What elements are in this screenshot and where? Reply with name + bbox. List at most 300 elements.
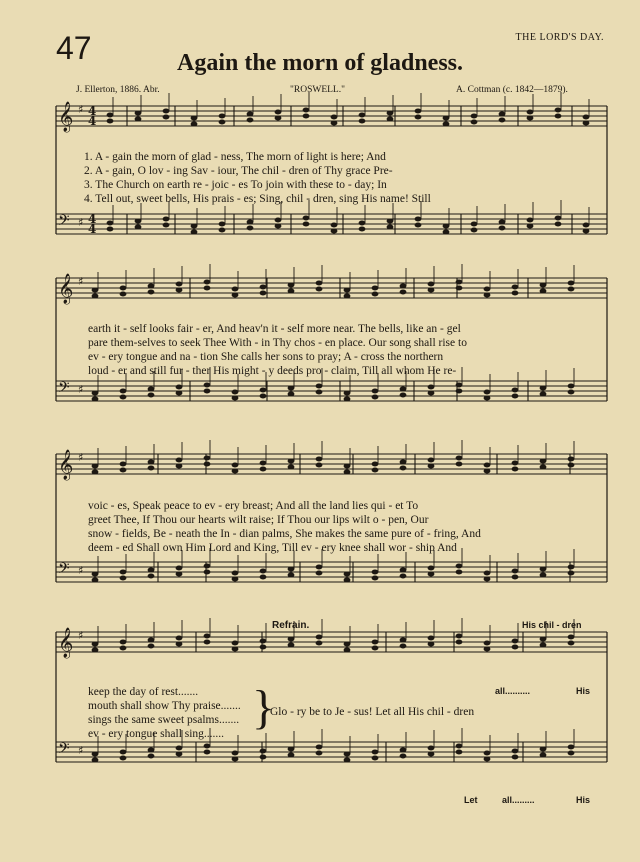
notehead [499,112,506,117]
notehead [540,289,547,294]
section-label: THE LORD'S DAY. [515,32,604,43]
notehead [204,744,211,749]
notehead [191,116,198,121]
notehead [260,639,267,644]
notehead [512,388,519,393]
notehead [484,287,491,292]
notehead [232,463,239,468]
notehead [527,110,534,115]
notehead [260,645,267,650]
notehead [288,283,295,288]
notehead [275,218,282,223]
notehead [316,751,323,756]
notehead [540,567,547,572]
notehead [316,571,323,576]
notehead [288,465,295,470]
bass-clef-icon: 𝄢 [58,740,70,761]
notehead [120,286,127,291]
notehead [176,458,183,463]
notehead [288,573,295,578]
notehead [176,566,183,571]
notehead [344,470,351,475]
notehead [372,468,379,473]
notehead [344,578,351,583]
notehead [456,462,463,467]
notehead [260,388,267,393]
notehead [219,222,226,227]
lyric-line: 4. Tell out, sweet bells, His prais - es; Sing, chil - dren, sing His name! Still [84,193,431,205]
notehead [344,758,351,763]
notehead [499,118,506,123]
notehead [148,574,155,579]
notehead [260,749,267,754]
notehead [219,228,226,233]
notehead [247,220,254,225]
treble-clef-icon: 𝄞 [58,628,74,658]
notehead [387,219,394,224]
notehead [540,386,547,391]
bass-clef-icon: 𝄢 [58,212,70,233]
notehead [344,648,351,653]
notehead [107,221,114,226]
notehead [428,746,435,751]
notehead [484,390,491,395]
key-sharp-icon: ♯ [78,216,84,229]
notehead [247,112,254,117]
notehead [484,571,491,576]
notehead [400,393,407,398]
notehead [176,636,183,641]
notehead [135,219,142,224]
notehead [204,462,211,467]
notehead [372,750,379,755]
notehead [568,281,575,286]
lyric-line: sings the same sweet psalms....... [88,714,240,726]
notehead [232,577,239,582]
lyric-line: keep the day of rest....... [88,686,199,698]
notehead [512,645,519,650]
notehead [568,565,575,570]
notehead [107,119,114,124]
notehead [148,387,155,392]
notehead [359,227,366,232]
notehead [555,114,562,119]
notehead [331,121,338,126]
notehead [527,218,534,223]
notehead [232,641,239,646]
notehead [260,285,267,290]
notehead [568,384,575,389]
notehead [135,225,142,230]
notehead [443,116,450,121]
notehead [568,287,575,292]
notehead [120,462,127,467]
notehead [316,745,323,750]
time-signature: 4 [88,212,97,226]
notehead [400,290,407,295]
notehead [163,223,170,228]
notehead [204,570,211,575]
notehead [163,217,170,222]
notehead [107,227,114,232]
notehead [428,464,435,469]
notehead [484,293,491,298]
upper-cue-his-children: His chil - dren [522,620,582,630]
notehead [527,116,534,121]
notehead [568,457,575,462]
notehead [120,646,127,651]
notehead [428,566,435,571]
lyric-line: greet Thee, If Thou our hearts wilt raise; If Thou our lips wilt o - pen, Our [88,514,429,526]
notehead [387,111,394,116]
notehead [232,647,239,652]
notehead [471,222,478,227]
notehead [120,640,127,645]
notehead [428,385,435,390]
key-sharp-icon: ♯ [78,103,84,116]
notehead [499,220,506,225]
notehead [191,122,198,127]
lyric-line: loud - er and still fur - ther His might - y deeds pro - claim, Till all whom He re- [88,365,457,377]
notehead [372,756,379,761]
notehead [148,393,155,398]
notehead [568,571,575,576]
notehead [527,224,534,229]
notehead [316,463,323,468]
notehead [540,459,547,464]
notehead [176,464,183,469]
lower-cue-all: all......... [502,795,535,805]
notehead [583,121,590,126]
lyric-line: 3. The Church on earth re - joic - es To join with these to - day; In [84,179,387,191]
notehead [428,458,435,463]
notehead [148,754,155,759]
notehead [204,286,211,291]
notehead [92,464,99,469]
notehead [344,288,351,293]
notehead [583,229,590,234]
notehead [344,752,351,757]
notehead [92,470,99,475]
notehead [540,637,547,642]
notehead [456,456,463,461]
notehead [456,744,463,749]
notehead [344,397,351,402]
notehead [316,384,323,389]
notehead [232,287,239,292]
notehead [540,283,547,288]
lower-cue-let: Let [464,795,478,805]
notehead [260,467,267,472]
bass-clef-icon: 𝄢 [58,379,70,400]
notehead [428,642,435,647]
notehead [92,288,99,293]
time-signature: 4 [88,114,97,128]
notehead [92,397,99,402]
notehead [400,460,407,465]
notehead [275,110,282,115]
notehead [135,111,142,116]
key-sharp-icon: ♯ [78,629,84,642]
notehead [344,464,351,469]
time-signature: 4 [88,104,97,118]
notehead [163,109,170,114]
notehead [568,745,575,750]
refrain-label: Refrain. [272,620,310,631]
notehead [331,229,338,234]
treble-clef-icon: 𝄞 [58,102,74,132]
lyric-line: earth it - self looks fair - er, And heav'n it - self more near. The bells, like an - gel [88,323,461,335]
notehead [148,644,155,649]
notehead [512,461,519,466]
notehead [92,642,99,647]
credit-music: A. Cottman (c. 1842—1879). [456,85,568,95]
notehead [148,290,155,295]
notehead [344,572,351,577]
notehead [344,642,351,647]
notehead [555,222,562,227]
notehead [359,119,366,124]
lyric-line: ev - ery tongue shall sing....... [88,728,225,740]
notehead [275,224,282,229]
lyric-line: mouth shall show Thy praise....... [88,700,241,712]
treble-clef-icon: 𝄞 [58,450,74,480]
notehead [400,387,407,392]
notehead [120,576,127,581]
notehead [415,223,422,228]
notehead [92,752,99,757]
verse-block-system-1 [84,150,431,206]
notehead [400,638,407,643]
notehead [555,216,562,221]
notehead [372,395,379,400]
notehead [288,753,295,758]
notehead [288,392,295,397]
notehead [484,641,491,646]
notehead [428,282,435,287]
key-sharp-icon: ♯ [78,451,84,464]
notehead [428,636,435,641]
notehead [428,391,435,396]
notehead [232,757,239,762]
notehead [471,120,478,125]
notehead [456,564,463,569]
notehead [303,222,310,227]
notehead [568,635,575,640]
lyric-line: 1. A - gain the morn of glad - ness, The morn of light is here; And [84,151,386,163]
credit-words: J. Ellerton, 1886. Abr. [76,85,160,95]
notehead [204,280,211,285]
notehead [120,395,127,400]
notehead [471,114,478,119]
key-sharp-icon: ♯ [78,383,84,396]
notehead [456,634,463,639]
notehead [512,575,519,580]
notehead [260,569,267,574]
notehead [232,469,239,474]
notehead [260,394,267,399]
notehead [344,294,351,299]
notehead [107,113,114,118]
notehead [512,749,519,754]
notehead [400,748,407,753]
notehead [163,115,170,120]
notehead [316,390,323,395]
notehead [540,465,547,470]
treble-clef-icon: 𝄞 [58,274,74,304]
notehead [92,578,99,583]
notehead [92,294,99,299]
lyric-line: deem - ed Shall own Him Lord and King, Till ev - ery knee shall wor - ship And [88,542,457,554]
notehead [120,468,127,473]
notehead [443,224,450,229]
notehead [372,462,379,467]
notehead [512,394,519,399]
notehead [247,226,254,231]
verse-block-system-2 [88,322,467,378]
notehead [372,640,379,645]
notehead [176,391,183,396]
notehead [204,750,211,755]
notehead [204,634,211,639]
key-sharp-icon: ♯ [78,275,84,288]
notehead [303,108,310,113]
notehead [471,228,478,233]
notehead [456,750,463,755]
hymn-number: 47 [56,30,92,66]
notehead [92,391,99,396]
notehead [331,223,338,228]
upper-cue-all: all.......... [495,686,531,696]
notehead [456,640,463,645]
notehead [316,457,323,462]
notehead [148,284,155,289]
notehead [568,390,575,395]
notehead [512,285,519,290]
notehead [260,575,267,580]
notehead [415,109,422,114]
notehead [443,230,450,235]
notehead [484,469,491,474]
notehead [331,115,338,120]
notehead [120,292,127,297]
notehead [512,569,519,574]
notehead [359,113,366,118]
notehead [135,117,142,122]
verse-block-system-4 [88,685,241,741]
key-sharp-icon: ♯ [78,564,84,577]
notehead [247,118,254,123]
notehead [583,223,590,228]
notehead [204,383,211,388]
notehead [387,225,394,230]
notehead [512,755,519,760]
hymn-title: Again the morn of gladness. [176,50,464,76]
notehead [583,115,590,120]
lyric-line: voic - es, Speak peace to ev - ery breast; And all the land lies qui - et To [88,500,419,512]
bass-clef-icon: 𝄢 [58,560,70,581]
notehead [204,640,211,645]
notehead [400,574,407,579]
notehead [484,463,491,468]
notehead [204,564,211,569]
notehead [512,639,519,644]
notehead [176,572,183,577]
notehead [316,641,323,646]
notehead [191,224,198,229]
notehead [92,648,99,653]
notehead [120,756,127,761]
notehead [499,226,506,231]
notehead [288,643,295,648]
notehead [484,577,491,582]
notehead [387,117,394,122]
notehead [428,572,435,577]
notehead [372,389,379,394]
lyric-line: 2. A - gain, O lov - ing Sav - iour, The chil - dren of Thy grace Pre- [84,165,393,177]
notehead [568,463,575,468]
notehead [176,385,183,390]
notehead [288,747,295,752]
notehead [443,122,450,127]
notehead [512,467,519,472]
verse-block-system-3 [88,499,481,555]
notehead [415,217,422,222]
notehead [92,572,99,577]
notehead [303,216,310,221]
notehead [344,391,351,396]
notehead [415,115,422,120]
notehead [400,754,407,759]
notehead [540,392,547,397]
notehead [120,389,127,394]
refrain-lyric: Glo - ry be to Je - sus! Let all His chil - dren [270,706,475,718]
notehead [316,287,323,292]
credit-tune: "ROSWELL." [290,85,345,95]
notehead [359,221,366,226]
notehead [540,753,547,758]
notehead [484,396,491,401]
notehead [372,646,379,651]
notehead [260,755,267,760]
notehead [176,642,183,647]
notehead [288,567,295,572]
time-signature: 4 [88,222,97,236]
notehead [512,291,519,296]
notehead [428,288,435,293]
notehead [148,638,155,643]
notehead [232,293,239,298]
notehead [219,114,226,119]
notehead [540,643,547,648]
notehead [400,644,407,649]
notehead [176,288,183,293]
notehead [120,750,127,755]
notehead [176,746,183,751]
notehead [232,390,239,395]
notehead [555,108,562,113]
notehead [288,289,295,294]
notehead [303,114,310,119]
notehead [176,282,183,287]
notehead [400,284,407,289]
notehead [316,281,323,286]
notehead [316,565,323,570]
notehead [260,291,267,296]
verse-brace: } [252,681,276,734]
notehead [540,573,547,578]
notehead [288,386,295,391]
